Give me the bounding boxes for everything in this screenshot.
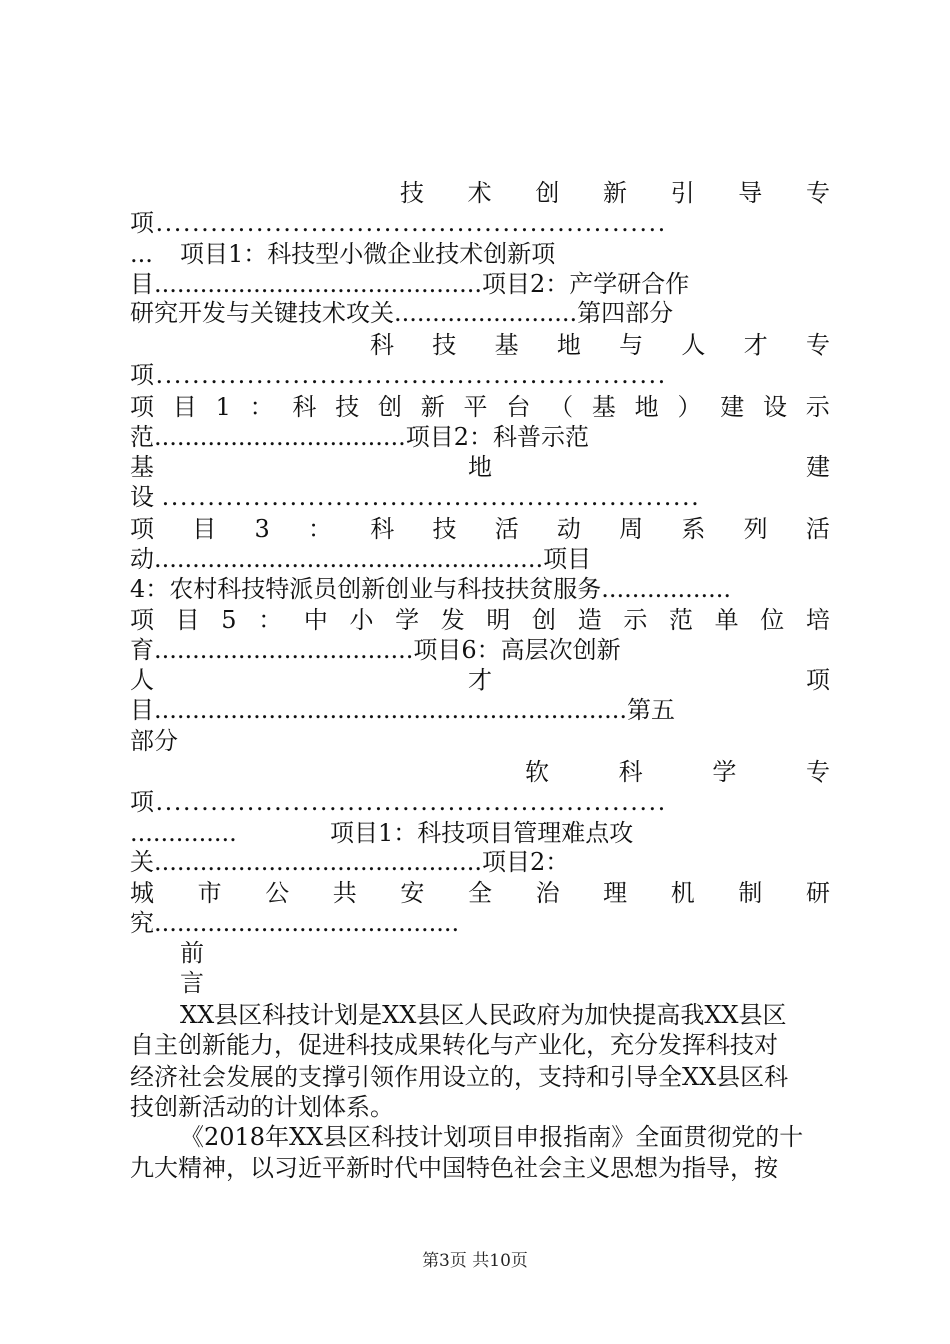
paragraph-line: XX县区科技计划是XX县区人民政府为加快提高我XX县区: [180, 1001, 787, 1029]
toc-line: 目...........................................项目2：产学研合作: [130, 270, 690, 298]
page-footer: 第3页 共10页: [422, 1251, 528, 1271]
toc-section-heading: 软 科 学 专: [525, 758, 830, 786]
toc-dots: ...: [130, 240, 153, 268]
toc-line: 设 ...........................................................: [130, 483, 701, 511]
preface-title: 前: [180, 939, 204, 967]
toc-entry: 项 目 1 ： 科 技 创 新 平 台 （ 基 地 ） 建 设 示: [130, 393, 830, 421]
toc-section-heading: 技 术 创 新 引 导 专: [400, 179, 830, 207]
toc-line: 关...........................................项目2：: [130, 848, 570, 876]
paragraph-line: 九大精神，以习近平新时代中国特色社会主义思想为指导，按: [130, 1154, 778, 1182]
toc-line: 4：农村科技特派员创新创业与科技扶贫服务.................: [130, 575, 731, 603]
preface-title: 言: [180, 969, 204, 997]
toc-line: 项........................................................: [130, 361, 667, 389]
toc-line: 目..............................................................第五: [130, 696, 675, 724]
toc-section-heading: 科 技 基 地 与 人 才 专: [370, 331, 830, 359]
toc-line: 部分: [130, 727, 178, 755]
toc-line: 动...................................................项目: [130, 545, 592, 573]
paragraph-line: 技创新活动的计划体系。: [130, 1093, 394, 1121]
toc-dots: ..............: [130, 819, 237, 847]
toc-line: 究........................................: [130, 909, 460, 937]
toc-line: [130, 239, 830, 269]
toc-entry: 城 市 公 共 安 全 治 理 机 制 研: [130, 879, 830, 907]
paragraph-line: 经济社会发展的支撑引领作用设立的，支持和引导全XX县区科: [130, 1063, 789, 1091]
toc-line: 项........................................................: [130, 209, 667, 237]
toc-entry: 项 目 5 ： 中 小 学 发 明 创 造 示 范 单 位 培: [130, 606, 830, 634]
toc-entry: 人 才 项: [130, 666, 830, 694]
paragraph-line: 自主创新能力，促进科技成果转化与产业化，充分发挥科技对: [130, 1031, 778, 1059]
toc-line: 育..................................项目6：高层次创新: [130, 636, 621, 664]
toc-entry: 项 目 3 ： 科 技 活 动 周 系 列 活: [130, 515, 830, 543]
paragraph-line: 《2018年XX县区科技计划项目申报指南》全面贯彻党的十: [180, 1123, 804, 1151]
toc-entry: 项目1：科技型小微企业技术创新项: [180, 240, 556, 268]
toc-line: [130, 818, 830, 848]
toc-line: 项........................................................: [130, 788, 667, 816]
toc-entry: 项目1：科技项目管理难点攻: [330, 819, 634, 847]
toc-entry: 基 地 建: [130, 453, 830, 481]
toc-line: 研究开发与关键技术攻关........................第四部分: [130, 299, 674, 327]
toc-line: 范.................................项目2：科普示范: [130, 423, 590, 451]
